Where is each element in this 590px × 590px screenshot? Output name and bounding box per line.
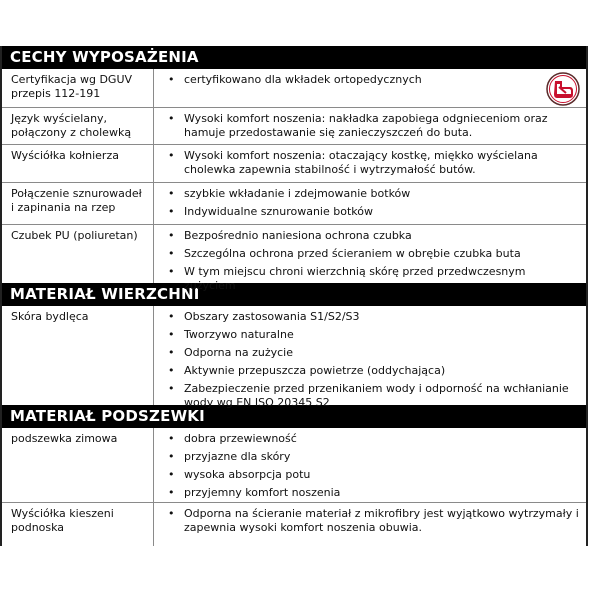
section-header-lining-material: MATERIAŁ PODSZEWKI <box>2 405 586 428</box>
row-label: podszewka zimowa <box>2 428 154 502</box>
table-row <box>2 183 586 225</box>
section-header-equipment: CECHY WYPOSAŻENIA <box>2 46 586 69</box>
row-content <box>154 108 586 144</box>
row-content <box>154 225 586 292</box>
row-content <box>154 503 586 546</box>
list-item: • wysoka absorpcja potu <box>166 468 580 482</box>
table-row <box>2 225 586 292</box>
list-item: • Odporna na zużycie <box>166 346 580 360</box>
list-item: • Bezpośrednio naniesiona ochrona czubka <box>166 229 580 243</box>
row-content <box>154 145 586 182</box>
row-label: Wyściółka kieszeni podnoska <box>2 503 154 546</box>
table-row <box>2 145 586 183</box>
table-row <box>2 503 586 546</box>
row-label: Język wyścielany, połączony z cholewką <box>2 108 154 144</box>
row-content <box>154 183 586 224</box>
row-content <box>154 69 586 107</box>
list-item: • Obszary zastosowania S1/S2/S3 <box>166 310 580 324</box>
list-item: • Aktywnie przepuszcza powietrze (oddychająca) <box>166 364 580 378</box>
row-label: Certyfikacja wg DGUV przepis 112-191 <box>2 69 154 107</box>
table-row <box>2 69 586 108</box>
list-item: • Tworzywo naturalne <box>166 328 580 342</box>
section-header-upper-material: MATERIAŁ WIERZCHNI <box>2 283 586 306</box>
table-row <box>2 428 586 503</box>
list-item: • dobra przewiewność <box>166 432 580 446</box>
list-item: • Wysoki komfort noszenia: nakładka zapobiega odgnieceniom oraz hamuje przedostawanie się zanieczyszczeń do buta. <box>166 112 580 140</box>
row-label: Czubek PU (poliuretan) <box>2 225 154 283</box>
list-item: • Szczególna ochrona przed ścieraniem w obrębie czubka buta <box>166 247 580 261</box>
row-content <box>154 428 586 502</box>
list-item: • W tym miejscu chroni wierzchnią skórę przed przedwczesnym zużyciem <box>166 265 580 293</box>
row-label: Skóra bydlęca <box>2 306 154 405</box>
list-item: • Wysoki komfort noszenia: otaczający kostkę, miękko wyścielana cholewka zapewnia stabilność i wytrzymałość butów. <box>166 149 580 177</box>
list-item: • certyfikowano dla wkładek ortopedycznych <box>166 73 580 87</box>
row-label: Połączenie sznurowadeł i zapinania na rzep <box>2 183 154 224</box>
features-table <box>0 46 588 546</box>
row-content <box>154 306 586 409</box>
list-item: • szybkie wkładanie i zdejmowanie botków <box>166 187 580 201</box>
table-row <box>2 306 586 409</box>
orthopedic-certification-icon <box>546 72 580 106</box>
list-item: • przyjazne dla skóry <box>166 450 580 464</box>
table-row <box>2 108 586 145</box>
list-item: • przyjemny komfort noszenia <box>166 486 580 500</box>
list-item: • Odporna na ścieranie materiał z mikrofibry jest wyjątkowo wytrzymały i zapewnia wysoki komfort noszenia obuwia. <box>166 507 580 535</box>
list-item: • Zabezpieczenie przed przenikaniem wody i odporność na wchłanianie wody wg EN ISO 20345 S2 <box>166 382 580 410</box>
list-item: • Indywidualne sznurowanie botków <box>166 205 580 219</box>
row-label: Wyściółka kołnierza <box>2 145 154 182</box>
